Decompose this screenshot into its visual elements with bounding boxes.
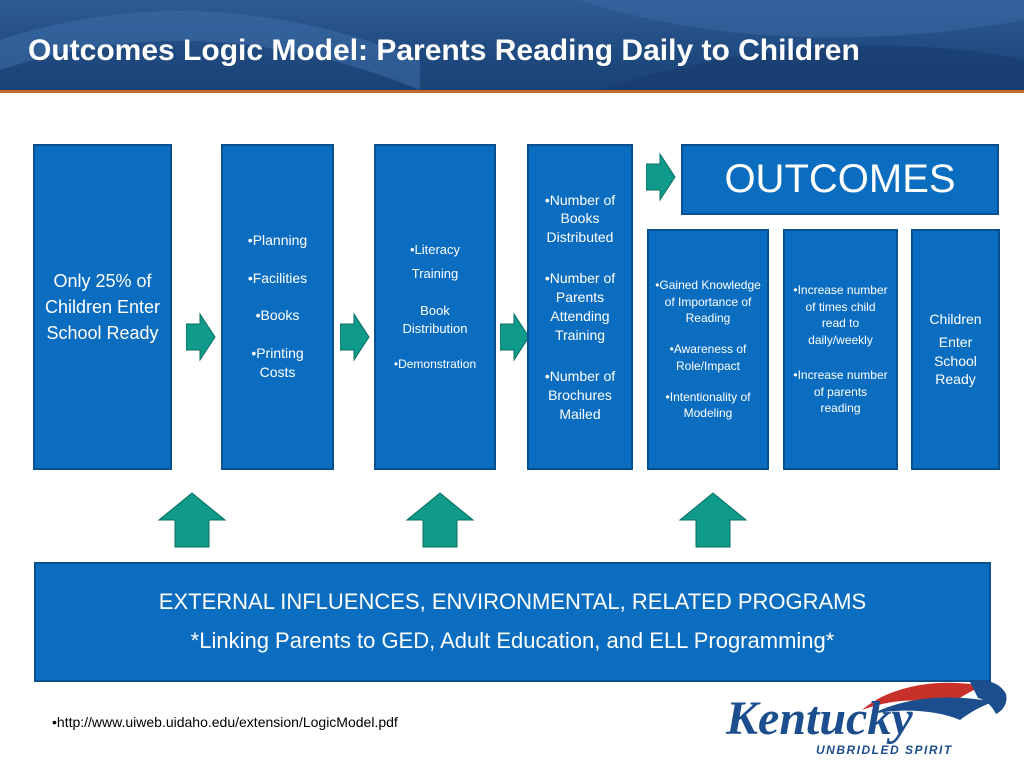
activities-item: •Demonstration (393, 356, 477, 371)
inputs-item: •Facilities (247, 269, 308, 286)
outputs-box (527, 144, 633, 470)
outcomes-long-line: Ready (935, 371, 976, 388)
slide-header (0, 0, 1024, 90)
outcomes-short-item: •Awareness of Role/Impact (669, 342, 747, 373)
activities-item: •Literacy (409, 242, 461, 258)
inputs-box (221, 144, 334, 470)
situation-box (33, 144, 172, 470)
right-arrow-icon (500, 312, 530, 362)
header-divider (0, 90, 1024, 93)
up-arrow-icon (158, 492, 226, 548)
outcomes-long-line: School (934, 352, 977, 369)
svg-text:Kentucky: Kentucky (726, 692, 913, 745)
up-arrow-icon (679, 492, 747, 548)
outputs-item: •Number of Parents Attending Training (544, 270, 616, 343)
up-arrow-icon (406, 492, 474, 548)
outputs-item: •Number of Brochures Mailed (544, 367, 616, 422)
outcomes-long-line: Children (929, 310, 982, 327)
inputs-item: •Books (255, 307, 300, 324)
activities-item: Book Distribution (402, 302, 468, 336)
external-influences-box (34, 562, 991, 682)
outcomes-medium-item: •Increase number of times child read to daily/weekly (793, 282, 888, 348)
outcomes-short-item: •Gained Knowledge of Importance of Reading (655, 277, 761, 326)
outcomes-medium-box (783, 229, 898, 470)
inputs-item: •Printing Costs (251, 344, 304, 381)
right-arrow-icon (186, 312, 216, 362)
right-arrow-icon (340, 312, 370, 362)
outcomes-short-item: •Intentionality of Modeling (665, 389, 751, 421)
page-title: Outcomes Logic Model: Parents Reading Daily to Children (28, 34, 860, 67)
situation-text: Only 25% of Children Enter School Ready (44, 270, 161, 344)
outcomes-medium-item: •Increase number of parents reading (793, 367, 888, 416)
activities-box (374, 144, 496, 470)
activities-item: Training (411, 266, 459, 282)
outcomes-header-box (681, 144, 999, 215)
right-arrow-icon (646, 152, 676, 202)
inputs-item: •Planning (247, 232, 308, 249)
outcomes-short-box (647, 229, 769, 470)
outputs-item: •Number of Books Distributed (544, 191, 616, 246)
kentucky-logo (722, 676, 1012, 762)
external-influences-title: EXTERNAL INFLUENCES, ENVIRONMENTAL, RELATED PROGRAMS (158, 589, 867, 615)
svg-text:UNBRIDLED SPIRIT: UNBRIDLED SPIRIT (816, 743, 953, 757)
outcomes-header-text: OUTCOMES (724, 157, 956, 201)
outcomes-long-line: Enter (938, 333, 973, 350)
source-link[interactable]: •http://www.uiweb.uidaho.edu/extension/LogicModel.pdf (52, 714, 398, 730)
external-influences-note: *Linking Parents to GED, Adult Education, and ELL Programming* (190, 628, 835, 653)
outcomes-long-box (911, 229, 1000, 470)
